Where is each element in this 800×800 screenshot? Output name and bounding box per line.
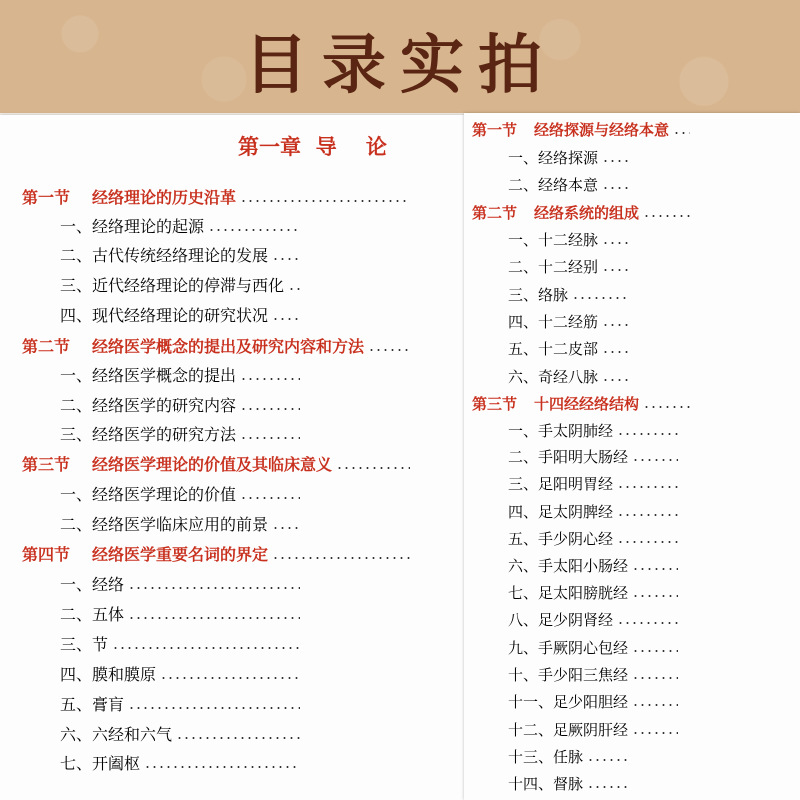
subsection-title: 十、手少阳三焦经: [508, 666, 629, 684]
toc-subsection-entry: [508, 338, 628, 360]
section-title: 经络探源与经络本意: [534, 121, 670, 139]
subsection-title: 八、足少阴肾经: [508, 611, 614, 629]
section-title: 经络医学概念的提出及研究内容和方法: [92, 337, 365, 356]
section-number: 第一节: [22, 188, 71, 207]
toc-subsection-entry: [60, 634, 300, 656]
toc-section-entry: [472, 202, 690, 224]
toc-section-entry: [22, 336, 410, 358]
section-title: 经络医学重要名词的界定: [92, 545, 269, 564]
toc-subsection-entry: [508, 501, 678, 523]
subsection-title: 四、十二经筋: [508, 313, 599, 331]
dot-leader: [272, 557, 410, 559]
dot-leader: [617, 433, 678, 435]
subsection-title: 五、膏肓: [60, 695, 125, 714]
subsection-title: 十四、督脉: [508, 775, 584, 793]
dot-leader: [240, 437, 300, 439]
subsection-title: 四、足太阴脾经: [508, 503, 614, 521]
subsection-title: 七、开阖枢: [60, 754, 141, 773]
subsection-title: 四、膜和膜原: [60, 665, 157, 684]
subsection-title: 二、五体: [60, 605, 125, 624]
toc-subsection-entry: [508, 229, 628, 251]
banner-title: 目录实拍: [244, 29, 556, 103]
toc-subsection-entry: [60, 395, 300, 417]
toc-subsection-entry: [508, 420, 678, 442]
toc-subsection-entry: [60, 365, 300, 387]
section-title: 经络系统的组成: [534, 204, 640, 222]
subsection-title: 一、手太阴肺经: [508, 422, 614, 440]
dot-leader: [602, 242, 628, 244]
subsection-title: 三、络脉: [508, 286, 569, 304]
subsection-title: 一、经络探源: [508, 149, 599, 167]
toc-subsection-entry: [60, 724, 300, 746]
dot-leader: [602, 379, 628, 381]
dot-leader: [602, 187, 628, 189]
header-banner: [0, 0, 800, 113]
toc-section-entry: [22, 187, 410, 209]
dot-leader: [673, 132, 690, 134]
section-number: 第四节: [22, 545, 71, 564]
dot-leader: [632, 650, 678, 652]
subsection-title: 十二、足厥阴肝经: [508, 721, 629, 739]
subsection-title: 二、手阳明大肠经: [508, 448, 629, 466]
subsection-title: 三、足阳明胃经: [508, 475, 614, 493]
toc-subsection-entry: [508, 366, 628, 388]
chapter-title: 第一章 导 论: [238, 135, 387, 159]
dot-leader: [288, 288, 300, 290]
section-title: 经络医学理论的价值及其临床意义: [92, 455, 333, 474]
dot-leader: [587, 786, 628, 788]
dot-leader: [272, 318, 300, 320]
dot-leader: [272, 258, 300, 260]
dot-leader: [632, 704, 678, 706]
subsection-title: 六、六经和六气: [60, 725, 173, 744]
section-number: 第三节: [22, 455, 71, 474]
section-number: 第二节: [472, 204, 518, 222]
dot-leader: [572, 297, 628, 299]
subsection-title: 一、经络理论的起源: [60, 217, 205, 236]
subsection-title: 一、十二经脉: [508, 231, 599, 249]
toc-subsection-entry: [60, 514, 300, 536]
toc-subsection-entry: [508, 174, 628, 196]
section-title: 十四经经络结构: [534, 395, 640, 413]
toc-subsection-entry: [508, 773, 628, 795]
dot-leader: [368, 349, 410, 351]
toc-subsection-entry: [60, 484, 300, 506]
section-number: 第一节: [472, 121, 518, 139]
subsection-title: 四、现代经络理论的研究状况: [60, 306, 269, 325]
toc-subsection-entry: [508, 582, 678, 604]
dot-leader: [602, 160, 628, 162]
subsection-title: 五、十二皮部: [508, 340, 599, 358]
toc-subsection-entry: [60, 216, 300, 238]
toc-subsection-entry: [508, 311, 628, 333]
subsection-title: 七、足太阳膀胱经: [508, 584, 629, 602]
dot-leader: [602, 351, 628, 353]
dot-leader: [240, 497, 300, 499]
subsection-title: 三、近代经络理论的停滞与西化: [60, 276, 285, 295]
subsection-title: 六、奇经八脉: [508, 368, 599, 386]
toc-subsection-entry: [60, 275, 300, 297]
subsection-title: 十一、足少阳胆经: [508, 693, 629, 711]
toc-subsection-entry: [508, 528, 678, 550]
dot-leader: [112, 647, 300, 649]
subsection-title: 二、经络医学的研究内容: [60, 396, 237, 415]
subsection-title: 五、手少阴心经: [508, 530, 614, 548]
toc-subsection-entry: [508, 256, 628, 278]
toc-subsection-entry: [60, 424, 300, 446]
toc-subsection-entry: [508, 691, 678, 713]
toc-subsection-entry: [508, 637, 678, 659]
toc-subsection-entry: [508, 555, 678, 577]
dot-leader: [240, 378, 300, 380]
toc-section-entry: [472, 119, 690, 141]
dot-leader: [160, 677, 300, 679]
subsection-title: 三、经络医学的研究方法: [60, 425, 237, 444]
toc-subsection-entry: [508, 719, 678, 741]
toc-subsection-entry: [508, 147, 628, 169]
dot-leader: [643, 406, 690, 408]
toc-subsection-entry: [60, 245, 300, 267]
toc-subsection-entry: [508, 664, 678, 686]
dot-leader: [336, 467, 410, 469]
subsection-title: 一、经络医学概念的提出: [60, 366, 237, 385]
dot-leader: [632, 595, 678, 597]
dot-leader: [128, 707, 300, 709]
toc-subsection-entry: [60, 753, 300, 775]
toc-subsection-entry: [508, 284, 628, 306]
dot-leader: [632, 459, 678, 461]
dot-leader: [176, 737, 300, 739]
dot-leader: [128, 587, 300, 589]
subsection-title: 二、经络医学临床应用的前景: [60, 515, 269, 534]
subsection-title: 一、经络医学理论的价值: [60, 485, 237, 504]
subsection-title: 一、经络: [60, 575, 125, 594]
section-title: 经络理论的历史沿革: [92, 188, 237, 207]
toc-section-entry: [22, 544, 410, 566]
toc-subsection-entry: [60, 694, 300, 716]
section-number: 第二节: [22, 337, 71, 356]
subsection-title: 三、节: [60, 635, 109, 654]
dot-leader: [587, 759, 628, 761]
toc-section-entry: [472, 393, 690, 415]
section-number: 第三节: [472, 395, 518, 413]
dot-leader: [617, 514, 678, 516]
dot-leader: [632, 677, 678, 679]
toc-subsection-entry: [60, 664, 300, 686]
dot-leader: [617, 622, 678, 624]
subsection-title: 九、手厥阴心包经: [508, 639, 629, 657]
dot-leader: [208, 229, 300, 231]
dot-leader: [240, 200, 410, 202]
subsection-title: 二、十二经别: [508, 258, 599, 276]
subsection-title: 十三、任脉: [508, 748, 584, 766]
dot-leader: [632, 732, 678, 734]
dot-leader: [128, 617, 300, 619]
toc-subsection-entry: [508, 609, 678, 631]
dot-leader: [643, 215, 690, 217]
toc-subsection-entry: [60, 305, 300, 327]
toc-section-entry: [22, 454, 410, 476]
dot-leader: [617, 486, 678, 488]
subsection-title: 二、经络本意: [508, 176, 599, 194]
dot-leader: [602, 324, 628, 326]
toc-subsection-entry: [508, 446, 678, 468]
dot-leader: [144, 766, 300, 768]
dot-leader: [617, 541, 678, 543]
dot-leader: [632, 568, 678, 570]
dot-leader: [272, 527, 300, 529]
subsection-title: 二、古代传统经络理论的发展: [60, 246, 269, 265]
dot-leader: [602, 269, 628, 271]
toc-subsection-entry: [508, 746, 628, 768]
dot-leader: [240, 408, 300, 410]
toc-subsection-entry: [60, 604, 300, 626]
subsection-title: 六、手太阳小肠经: [508, 557, 629, 575]
toc-subsection-entry: [60, 574, 300, 596]
toc-subsection-entry: [508, 473, 678, 495]
